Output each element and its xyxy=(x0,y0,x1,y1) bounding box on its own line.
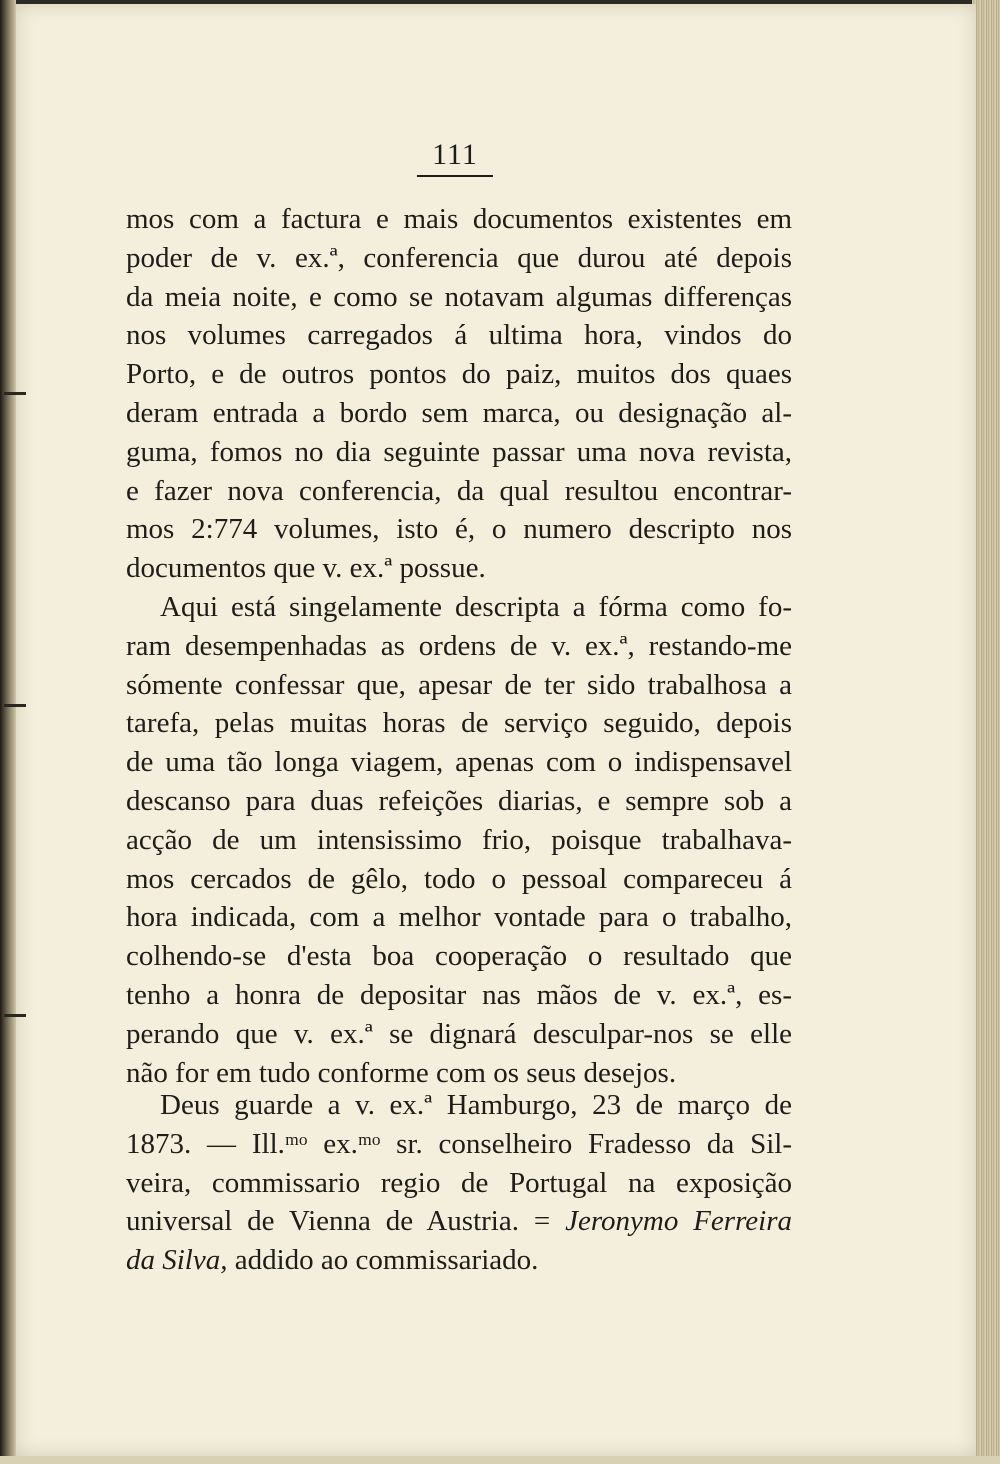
text-line: Deus guarde a v. ex.ª Hamburgo, 23 de março de xyxy=(160,1089,792,1121)
text-line: descanso para duas refeições diarias, e sempre sob a xyxy=(126,784,792,817)
text-line: de uma tão longa viagem, apenas com o indispensavel xyxy=(126,746,792,779)
text-line: da meia noite, e como se notavam algumas differenças xyxy=(126,280,792,313)
paragraph-2 xyxy=(126,588,792,1092)
page-number: 111 xyxy=(432,138,478,171)
page-bottom-edge xyxy=(0,1456,1000,1464)
page-stack-edge xyxy=(972,0,1000,1464)
text-line: mos 2:774 volumes, isto é, o numero descripto nos xyxy=(126,513,792,546)
signature-name: Jeronymo Ferreira xyxy=(565,1205,793,1238)
page-number-rule xyxy=(417,175,493,177)
text-line: mos cercados de gêlo, todo o pessoal compareceu á xyxy=(126,862,792,895)
book-gutter xyxy=(0,0,16,1464)
text-line: poder de v. ex.ª, conferencia que durou até depois xyxy=(126,241,792,274)
paragraph-3 xyxy=(126,1086,792,1280)
text-line: nos volumes carregados á ultima hora, vindos do xyxy=(126,319,792,352)
text-line: hora indicada, com a melhor vontade para o trabalho, xyxy=(126,901,792,934)
signature-name-continued: da Silva, xyxy=(126,1244,228,1277)
text-line: mos com a factura e mais documentos existentes em xyxy=(126,203,792,235)
margin-mark xyxy=(4,1014,26,1017)
text-line: 1873. — Ill.ᵐᵒ ex.ᵐᵒ sr. conselheiro Fradesso da Sil- xyxy=(126,1127,792,1160)
text-line: sómente confessar que, apesar de ter sido trabalhosa a xyxy=(126,668,792,701)
text-line: tenho a honra de depositar nas mãos de v. ex.ª, es- xyxy=(126,978,792,1011)
text-line: Porto, e de outros pontos do paiz, muitos dos quaes xyxy=(126,358,792,391)
text-line: perando que v. ex.ª se dignará desculpar-nos se elle xyxy=(126,1017,792,1050)
signature-suffix: addido ao commissariado. xyxy=(234,1244,539,1277)
text-line: veira, commissario regio de Portugal na exposição xyxy=(126,1166,792,1199)
margin-mark xyxy=(4,704,26,707)
text-line: e fazer nova conferencia, da qual resultou encontrar- xyxy=(126,474,792,507)
text-line: ram desempenhadas as ordens de v. ex.ª, restando-me xyxy=(126,629,792,662)
text-line: guma, fomos no dia seguinte passar uma nova revista, xyxy=(126,435,792,468)
text-line: colhendo-se d'esta boa cooperação o resultado que xyxy=(126,940,792,973)
text-line: não for em tudo conforme com os seus desejos. xyxy=(126,1056,677,1089)
text-line: Aqui está singelamente descripta a fórma como fo- xyxy=(160,591,792,623)
signature-prefix: universal de Vienna de Austria. = xyxy=(126,1205,551,1238)
text-line: documentos que v. ex.ª possue. xyxy=(126,552,486,585)
margin-mark xyxy=(4,392,26,395)
text-line: tarefa, pelas muitas horas de serviço seguido, depois xyxy=(126,707,792,740)
paragraph-1 xyxy=(126,200,792,588)
signature-line-2 xyxy=(126,1241,792,1280)
signature-line xyxy=(126,1202,792,1241)
text-line: acção de um intensissimo frio, poisque trabalhava- xyxy=(126,823,792,856)
text-line: deram entrada a bordo sem marca, ou designação al- xyxy=(126,396,792,429)
